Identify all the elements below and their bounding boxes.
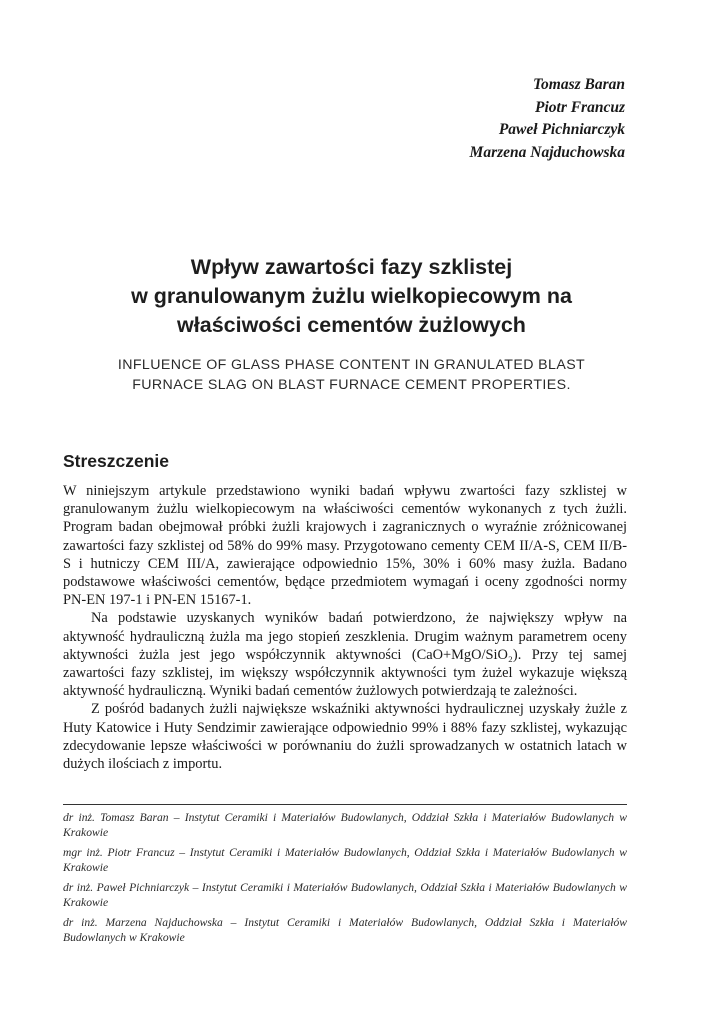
abstract-paragraph: W niniejszym artykule przedstawiono wyniki badań wpływu zwartości fazy szklistej w granulowanym żużlu wielkopiecowym na właściwości cementów wykonanych z tych żużli. Program badan obejmował próbki żużli krajowych i zagranicznych o wyraźnie zróżnicowanej zawartości fazy szklistej od 58% do 99% masy. Przygotowano cementy CEM II/A-S, CEM II/B-S i hutniczy CEM III/A, zawierające odpowiednio 15%, 30% i 60% masy żużla. Badano podstawowe właściwości cementów, będące przedmiotem wymagań i oceny zgodności normy PN-EN 197-1 i PN-EN 15167-1. [63, 483, 627, 609]
affiliation-footnote: dr inż. Marzena Najduchowska – Instytut Ceramiki i Materiałów Budowlanych, Oddział Szkła i Materiałów Budowlanych w Krakowie [63, 916, 627, 944]
author-list [470, 74, 625, 164]
english-title [40, 355, 663, 395]
author-name: Paweł Pichniarczyk [498, 121, 625, 138]
title-line: w granulowanym żużlu wielkopiecowym na [131, 284, 572, 308]
abstract-paragraph: Na podstawie uzyskanych wyników badań potwierdzono, że największy wpływ na aktywność hydrauliczną żużla ma jego stopień zeszklenia. Drugim ważnym parametrem oceny aktywności żużla jest jego współczynnik aktywności (CaO+MgO/SiO₂). Przy tej samej zawartości fazy szklistej, im większy współczynnik aktywności tym żużel wykazuje większą aktywność hydrauliczną. Wyniki badań cementów żużlowych potwierdzają te zależności. [63, 610, 627, 700]
author-name: Marzena Najduchowska [469, 143, 625, 161]
footnote-divider [63, 804, 627, 805]
affiliation-footnote: mgr inż. Piotr Francuz – Instytut Ceramiki i Materiałów Budowlanych, Oddział Szkła i Materiałów Budowlanych w Krakowie [63, 846, 627, 874]
affiliation-footnote: dr inż. Tomasz Baran – Instytut Ceramiki i Materiałów Budowlanych, Oddział Szkła i Materiałów Budowlanych w Krakowie [63, 811, 627, 839]
author-name: Tomasz Baran [532, 76, 625, 93]
affiliation-footnote: dr inż. Paweł Pichniarczyk – Instytut Ceramiki i Materiałów Budowlanych, Oddział Szkła i Materiałów Budowlanych w Krakowie [63, 881, 627, 909]
english-title-line: INFLUENCE OF GLASS PHASE CONTENT IN GRANULATED BLAST [117, 357, 586, 373]
abstract-heading: Streszczenie [63, 451, 170, 471]
author-affiliations [63, 810, 627, 950]
abstract-paragraph: Z pośród badanych żużli największe wskaźniki aktywności hydraulicznej uzyskały żużle z Huty Katowice i Huty Sendzimir zawierające odpowiednio 99% i 88% fazy szklistej, wykazując zdecydowanie lepsze właściwości w porównaniu do żużli sprowadzanych w ostatnich latach w dużych ilościach z importu. [63, 701, 627, 773]
abstract-body [63, 482, 627, 773]
author-name: Piotr Francuz [534, 98, 625, 116]
english-title-line: FURNACE SLAG ON BLAST FURNACE CEMENT PROPERTIES. [132, 377, 571, 393]
paper-title [40, 253, 663, 340]
title-line: Wpływ zawartości fazy szklistej [190, 255, 513, 279]
title-line: właściwości cementów żużlowych [177, 313, 526, 337]
